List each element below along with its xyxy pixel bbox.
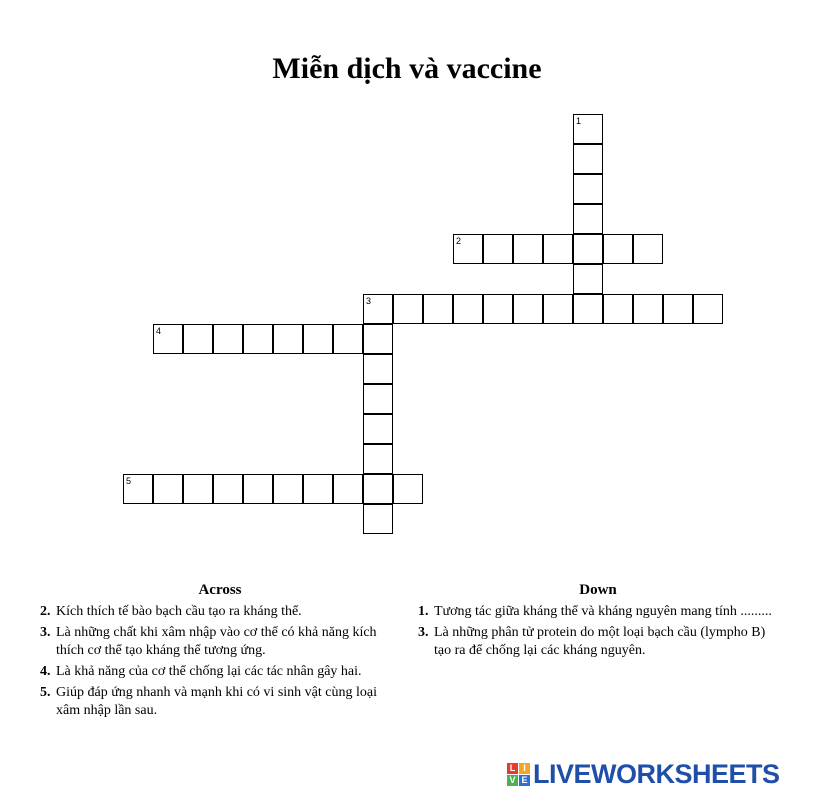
- crossword-cell[interactable]: [363, 474, 393, 504]
- crossword-cell[interactable]: [183, 474, 213, 504]
- crossword-cell[interactable]: [213, 474, 243, 504]
- across-clue-5: 5. Giúp đáp ứng nhanh và mạnh khi có vi sinh vật cùng loại xâm nhập lần sau.: [40, 685, 377, 718]
- crossword-cell[interactable]: [453, 294, 483, 324]
- crossword-cell[interactable]: [633, 294, 663, 324]
- page-title: Miễn dịch và vaccine: [272, 52, 542, 85]
- down-heading: Down: [579, 582, 617, 598]
- crossword-cell[interactable]: [513, 234, 543, 264]
- crossword-cell[interactable]: [363, 384, 393, 414]
- crossword-cell[interactable]: [363, 324, 393, 354]
- crossword-cell[interactable]: [513, 294, 543, 324]
- crossword-cell[interactable]: [573, 294, 603, 324]
- crossword-cell[interactable]: [573, 174, 603, 204]
- crossword-cell[interactable]: [573, 144, 603, 174]
- down-clue-3: 3. Là những phân tử protein do một loại bạch cầu (lympho B) tạo ra để chống lại các kháng nguyên.: [418, 625, 766, 658]
- crossword-cell[interactable]: [363, 504, 393, 534]
- crossword-cell[interactable]: [603, 294, 633, 324]
- crossword-cell[interactable]: [663, 294, 693, 324]
- crossword-cell[interactable]: [243, 324, 273, 354]
- crossword-cell[interactable]: [363, 354, 393, 384]
- logo-tile: L: [507, 763, 518, 774]
- crossword-cell[interactable]: [393, 294, 423, 324]
- crossword-cell[interactable]: [273, 474, 303, 504]
- crossword-cell[interactable]: [693, 294, 723, 324]
- crossword-cell[interactable]: [633, 234, 663, 264]
- across-clue-2: 2. Kích thích tế bào bạch cầu tạo ra kháng thể.: [40, 604, 302, 619]
- crossword-cell[interactable]: [603, 234, 633, 264]
- down-clues: [418, 582, 778, 663]
- across-heading: Across: [198, 582, 242, 598]
- across-clue-3: 3. Là những chất khi xâm nhập vào cơ thể có khả năng kích thích cơ thể tạo kháng thể tương ứng.: [40, 625, 377, 658]
- across-clue-4: 4. Là khả năng của cơ thể chống lại các tác nhân gây hai.: [40, 664, 362, 679]
- crossword-cell[interactable]: [273, 324, 303, 354]
- clue-number-label: 3: [366, 296, 372, 306]
- logo-tile: E: [519, 775, 530, 786]
- crossword-cell[interactable]: [363, 414, 393, 444]
- crossword-cell[interactable]: [363, 444, 393, 474]
- crossword-cell[interactable]: [123, 474, 153, 504]
- logo-mark-icon: [507, 763, 530, 786]
- clue-number-label: 4: [156, 326, 162, 336]
- crossword-cell[interactable]: [393, 474, 423, 504]
- crossword-cell[interactable]: [303, 324, 333, 354]
- crossword-cell[interactable]: [423, 294, 453, 324]
- crossword-cell[interactable]: [153, 474, 183, 504]
- crossword-cell[interactable]: [483, 294, 513, 324]
- crossword-cell[interactable]: [543, 234, 573, 264]
- crossword-cell[interactable]: [573, 234, 603, 264]
- clue-number-label: 5: [126, 476, 132, 486]
- clue-number-label: 2: [456, 236, 462, 246]
- crossword-cell[interactable]: [363, 294, 393, 324]
- down-clue-1: 1. Tương tác giữa kháng thể và kháng nguyên mang tính .........: [418, 604, 772, 619]
- crossword-cell[interactable]: [453, 234, 483, 264]
- crossword-cell[interactable]: [153, 324, 183, 354]
- crossword-cell[interactable]: [243, 474, 273, 504]
- crossword-cell[interactable]: [573, 264, 603, 294]
- crossword-cell[interactable]: [483, 234, 513, 264]
- logo-text: LIVEWORKSHEETS: [533, 758, 780, 789]
- across-clues: [40, 582, 400, 723]
- liveworksheets-logo: [507, 756, 780, 792]
- crossword-cell[interactable]: [303, 474, 333, 504]
- crossword-cell[interactable]: [573, 204, 603, 234]
- crossword-cell[interactable]: [333, 474, 363, 504]
- crossword-cell[interactable]: [573, 114, 603, 144]
- crossword-cell[interactable]: [213, 324, 243, 354]
- logo-tile: V: [507, 775, 518, 786]
- crossword-cell[interactable]: [333, 324, 363, 354]
- crossword-cell[interactable]: [183, 324, 213, 354]
- clue-number-label: 1: [576, 116, 582, 126]
- crossword-cell[interactable]: [543, 294, 573, 324]
- logo-tile: I: [519, 763, 530, 774]
